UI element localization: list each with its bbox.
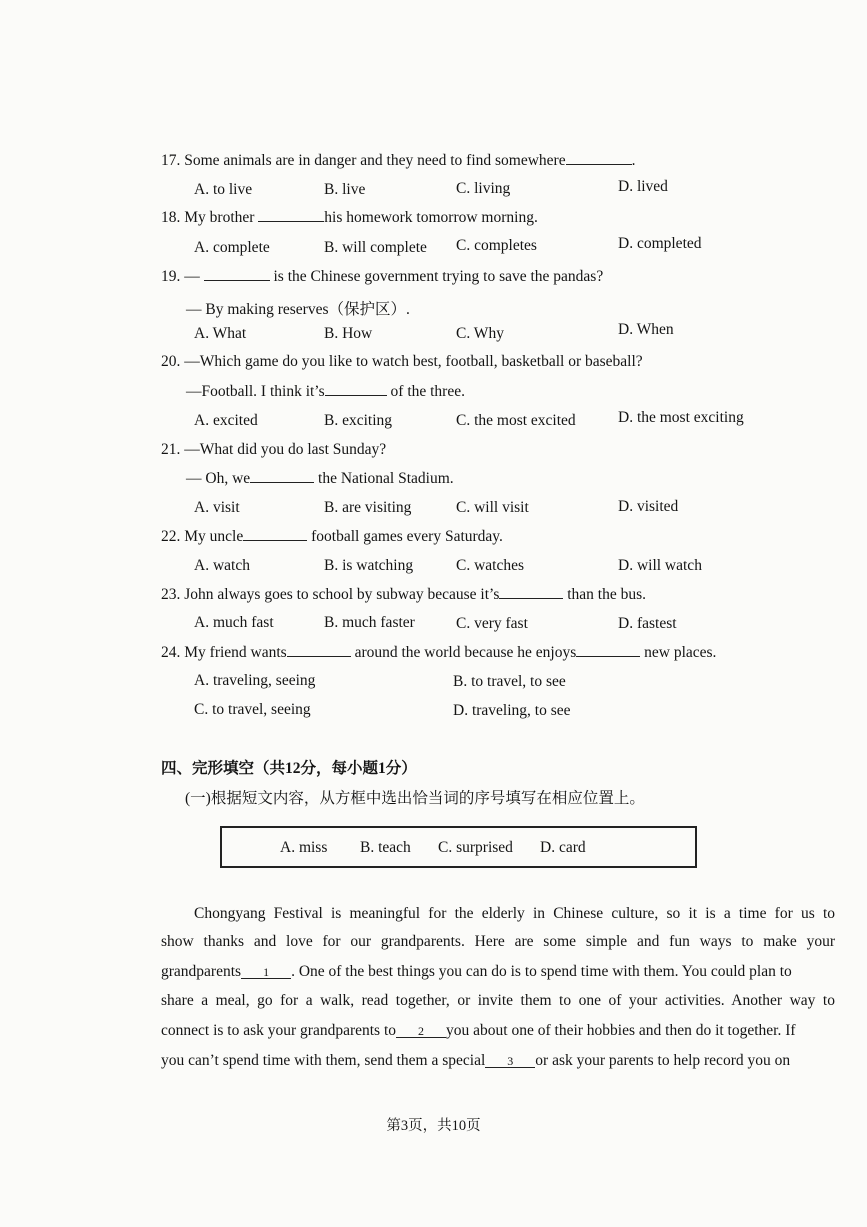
option-d: D. visited [618, 498, 679, 515]
question-stem: 18. My brother [161, 209, 259, 226]
word-box-option: C. surprised [438, 839, 513, 856]
option-c: C. Why [456, 325, 504, 342]
question-stem-end: is the Chinese government trying to save the pandas? [269, 268, 604, 285]
question-22 [161, 528, 503, 546]
question-stem: 23. John always goes to school by subway because it’s [161, 586, 500, 603]
page-number: 第3页，共10页 [386, 1118, 481, 1134]
question-19 [161, 268, 603, 286]
passage-line: share a meal, go for a walk, read together, or invite them to one of your activities. Another way to [161, 992, 835, 1009]
option-b: B. much faster [324, 614, 415, 631]
option-c: C. living [456, 180, 511, 197]
option-b: B. exciting [324, 412, 393, 429]
option-b: B. is watching [324, 557, 414, 574]
answer-blank [204, 268, 270, 281]
answer-blank [499, 586, 563, 599]
option-a: A. excited [194, 412, 258, 429]
option-d: D. When [618, 321, 674, 338]
question-stem: 17. Some animals are in danger and they need to find somewhere [161, 152, 566, 169]
word-box-option: A. miss [280, 839, 328, 856]
question-stem-end: new places. [640, 644, 717, 661]
word-box-option: D. card [540, 839, 586, 856]
option-c: C. very fast [456, 615, 528, 632]
answer-blank [243, 528, 307, 541]
passage-blank-1: 1 [241, 966, 291, 979]
question-stem: 24. My friend wants [161, 644, 287, 661]
question-stem-middle: around the world because he enjoys [350, 644, 577, 661]
question-17 [161, 152, 635, 170]
option-d: D. completed [618, 235, 702, 252]
option-d: D. traveling, to see [453, 702, 571, 719]
question-19-answer-line: — By making reserves（保护区）. [186, 301, 410, 318]
option-c: C. will visit [456, 499, 529, 516]
passage-line: grandparents 1 . One of the best things you can do is to spend time with them. You could plan to [161, 963, 792, 980]
question-stem-end: of the three. [386, 383, 465, 400]
option-a: A. visit [194, 499, 240, 516]
question-stem-end: . [631, 152, 636, 169]
question-stem-end: than the bus. [563, 586, 647, 603]
question-stem: 22. My uncle [161, 528, 244, 545]
question-stem-end: the National Stadium. [314, 470, 454, 487]
question-20: 20. —Which game do you like to watch best, football, basketball or baseball? [161, 353, 643, 370]
answer-blank [250, 470, 314, 483]
option-b: B. How [324, 325, 373, 342]
section-instruction: (一)根据短文内容，从方框中选出恰当词的序号填写在相应位置上。 [185, 790, 645, 807]
question-21: 21. —What did you do last Sunday? [161, 441, 387, 458]
option-a: A. much fast [194, 614, 274, 631]
answer-blank [287, 644, 351, 657]
passage-blank-2: 2 [396, 1025, 446, 1038]
passage-blank-3: 3 [485, 1055, 535, 1068]
option-b: B. will complete [324, 239, 427, 256]
option-a: A. What [194, 325, 247, 342]
passage-line: show thanks and love for our grandparents. Here are some simple and fun ways to make your [161, 933, 835, 950]
option-a: A. to live [194, 181, 253, 198]
section-title: 四、完形填空（共12分，每小题1分） [161, 760, 417, 777]
question-stem: 19. — [161, 268, 204, 285]
option-d: D. the most exciting [618, 409, 744, 426]
question-stem: —Football. I think it’s [186, 383, 325, 400]
word-box [220, 826, 697, 868]
passage-line: connect is to ask your grandparents to 2 you about one of their hobbies and then do it together. If [161, 1022, 796, 1039]
option-c: C. completes [456, 237, 537, 254]
option-d: D. lived [618, 178, 668, 195]
option-b: B. to travel, to see [453, 673, 566, 690]
option-c: C. the most excited [456, 412, 576, 429]
question-stem-end: his homework tomorrow morning. [324, 209, 538, 226]
option-d: D. fastest [618, 615, 677, 632]
answer-blank [325, 383, 387, 396]
question-stem: — Oh, we [186, 470, 251, 487]
option-d: D. will watch [618, 557, 702, 574]
passage-line: Chongyang Festival is meaningful for the elderly in Chinese culture, so it is a time for us to [194, 905, 835, 922]
question-18 [161, 209, 538, 227]
word-box-option: B. teach [360, 839, 411, 856]
answer-blank [576, 644, 640, 657]
option-b: B. are visiting [324, 499, 412, 516]
option-a: A. watch [194, 557, 250, 574]
question-20-answer-line [186, 383, 465, 401]
question-23 [161, 586, 646, 604]
question-stem-end: football games every Saturday. [307, 528, 503, 545]
option-c: C. watches [456, 557, 525, 574]
passage-line: you can’t spend time with them, send them a special 3 or ask your parents to help record you on [161, 1052, 791, 1069]
option-a: A. complete [194, 239, 270, 256]
option-a: A. traveling, seeing [194, 672, 316, 689]
option-b: B. live [324, 181, 366, 198]
question-24 [161, 644, 716, 662]
option-c: C. to travel, seeing [194, 701, 311, 718]
question-21-answer-line [186, 470, 454, 488]
answer-blank [258, 209, 324, 222]
answer-blank [566, 152, 632, 165]
